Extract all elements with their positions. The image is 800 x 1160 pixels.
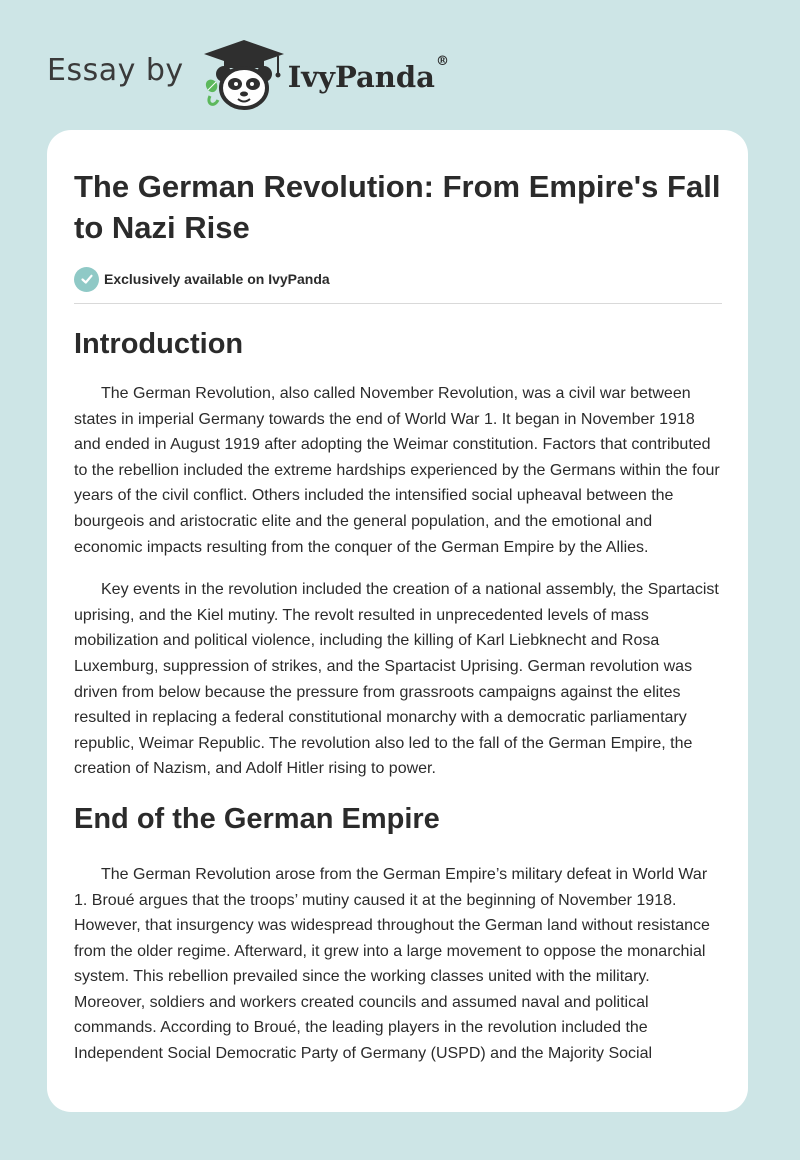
- brand-name: [287, 54, 449, 94]
- registered-mark: ®: [435, 54, 449, 69]
- paragraph: Key events in the revolution included the creation of a national assembly, the Spartacist uprising, and the Kiel mutiny. The revolt resulted in unprecedented levels of mass mobilization and political violence, including the killing of Karl Liebknecht and Rosa Luxemburg, suppression of strikes, and the Spartacist Uprising. German revolution was driven from below because the pressure from grassroots campaigns against the elites resulted in replacing a federal constitutional monarchy with a democratic parliamentary republic, Weimar Republic. The revolution also led to the fall of the German Empire, the creation of Nazism, and Adolf Hitler rising to power.: [74, 581, 719, 778]
- exclusive-badge: [74, 266, 722, 292]
- article-card: [47, 130, 748, 1112]
- page-title: The German Revolution: From Empire's Fall to Nazi Rise: [74, 169, 721, 245]
- brand-header[interactable]: [47, 38, 449, 110]
- exclusive-label: Exclusively available on IvyPanda: [104, 271, 330, 287]
- paragraph: The German Revolution, also called November Revolution, was a civil war between states in imperial Germany towards the end of World War 1. It began in November 1918 and ended in August 1919 after adopting the Weimar constitution. Factors that contributed to the rebellion included the extreme hardships experienced by the Germans within the four years of the civil conflict. Others included the intensified social upheaval between the bourgeois and aristocratic elite and the general population, and the emotional and economic impacts resulting from the conquer of the German Empire by the Allies.: [74, 385, 720, 556]
- section-heading-end-of-empire: End of the German Empire: [74, 802, 440, 835]
- paragraph: The German Revolution arose from the German Empire’s military defeat in World War 1. Broué argues that the troops’ mutiny caused it at the beginning of November 1918. However, that insurgency was widespread throughout the German land without resistance from the older regime. Afterward, it grew into a large movement to oppose the monarchial system. This rebellion prevailed since the working classes united with the military. Moreover, soldiers and workers created councils and assumed naval and political commands. According to Broué, the leading players in the revolution included the Independent Social Democratic Party of Germany (USPD) and the Majority Social: [74, 865, 710, 1063]
- brand-name-text: IvyPanda: [287, 60, 435, 94]
- panda-graduate-icon: [198, 38, 290, 110]
- check-icon: [74, 267, 99, 292]
- divider: [74, 303, 722, 304]
- section-heading-introduction: Introduction: [74, 328, 244, 360]
- brand-prefix: Essay by: [47, 52, 184, 88]
